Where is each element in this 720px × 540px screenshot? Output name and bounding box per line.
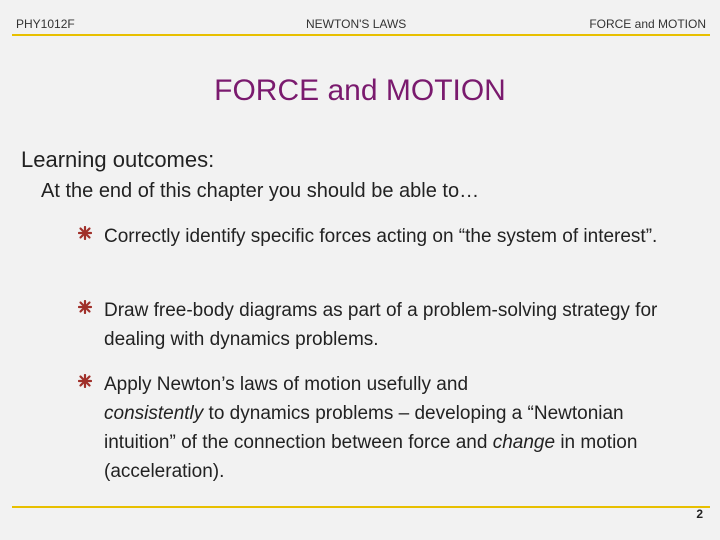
bullet-text: Correctly identify specific forces acting on “the system of interest”.	[104, 226, 658, 247]
footer-divider	[12, 506, 710, 508]
bullet-text: Draw free-body diagrams as part of a problem-solving strategy for dealing with dynamics problems.	[104, 300, 658, 350]
learning-outcomes-heading: Learning outcomes:	[21, 147, 215, 172]
emphasis-change: change	[492, 432, 556, 453]
bullet-text-part: Apply Newton’s laws of motion usefully and	[104, 374, 469, 395]
bullet-text-part: in motion (acceleration).	[104, 432, 638, 482]
header-section: FORCE and MOTION	[589, 17, 706, 31]
bullet-text	[104, 370, 674, 486]
emphasis-consistently: consistently	[104, 403, 204, 424]
header-divider	[12, 34, 710, 36]
page-number: 2	[696, 507, 703, 521]
asterisk-bullet-icon	[78, 300, 92, 314]
header-topic: NEWTON'S LAWS	[306, 17, 407, 31]
asterisk-bullet-icon	[78, 374, 92, 388]
slide-title: FORCE and MOTION	[214, 74, 506, 107]
intro-text: At the end of this chapter you should be able to…	[41, 180, 480, 202]
asterisk-bullet-icon	[78, 226, 92, 240]
header-course: PHY1012F	[16, 17, 75, 31]
bullet-text-part: to dynamics problems – developing a “Newtonian intuition” of the connection between force and	[104, 403, 624, 453]
